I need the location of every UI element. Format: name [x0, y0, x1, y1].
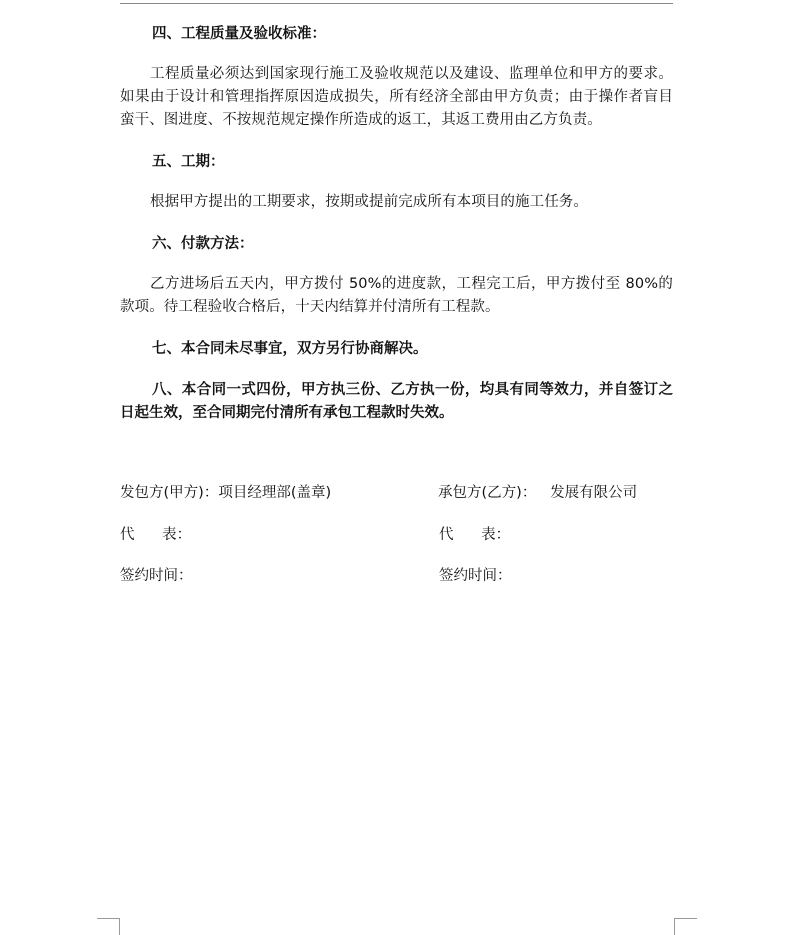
party-a-label: 发包方(甲方)：项目经理部(盖章)	[120, 485, 332, 501]
section-body-quality: 工程质量必须达到国家现行施工及验收规范以及建设、监理单位和甲方的要求。如果由于设计和管理指挥原因造成损失，所有经济全部由甲方负责；由于操作者盲目蛮干、图进度、不按规范规定操作所造成的返工，其返工费用由乙方负责。	[120, 66, 673, 128]
party-b-label: 承包方(乙方)： 发展有限公司	[438, 485, 638, 501]
signing-date-a-label: 签约时间：	[120, 568, 193, 584]
representative-b-label: 代 表：	[439, 527, 511, 543]
page-corner-mark-left	[97, 918, 120, 935]
page-corner-mark-right	[674, 918, 697, 935]
representative-a-label: 代 表：	[120, 527, 192, 543]
clause-eight: 八、本合同一式四份，甲方执三份、乙方执一份，均具有同等效力，并自签订之日起生效，至合同期完付清所有承包工程款时失效。	[120, 381, 673, 421]
section-heading-schedule: 五、工期：	[152, 153, 225, 170]
clause-seven: 七、本合同未尽事宜，双方另行协商解决。	[152, 340, 428, 357]
section-body-schedule: 根据甲方提出的工期要求，按期或提前完成所有本项目的施工任务。	[150, 194, 588, 210]
signature-row-dates	[120, 564, 680, 586]
page-top-border	[120, 0, 673, 4]
signature-row-representatives	[120, 523, 680, 545]
section-heading-quality: 四、工程质量及验收标准：	[152, 25, 326, 42]
document-body	[120, 22, 673, 424]
signature-row-parties	[120, 481, 680, 503]
section-heading-payment: 六、付款方法：	[152, 235, 254, 252]
section-body-payment: 乙方进场后五天内，甲方拨付 50%的进度款，工程完工后，甲方拨付至 80%的款项。待工程验收合格后，十天内结算并付清所有工程款。	[120, 276, 673, 315]
signing-date-b-label: 签约时间：	[439, 568, 512, 584]
